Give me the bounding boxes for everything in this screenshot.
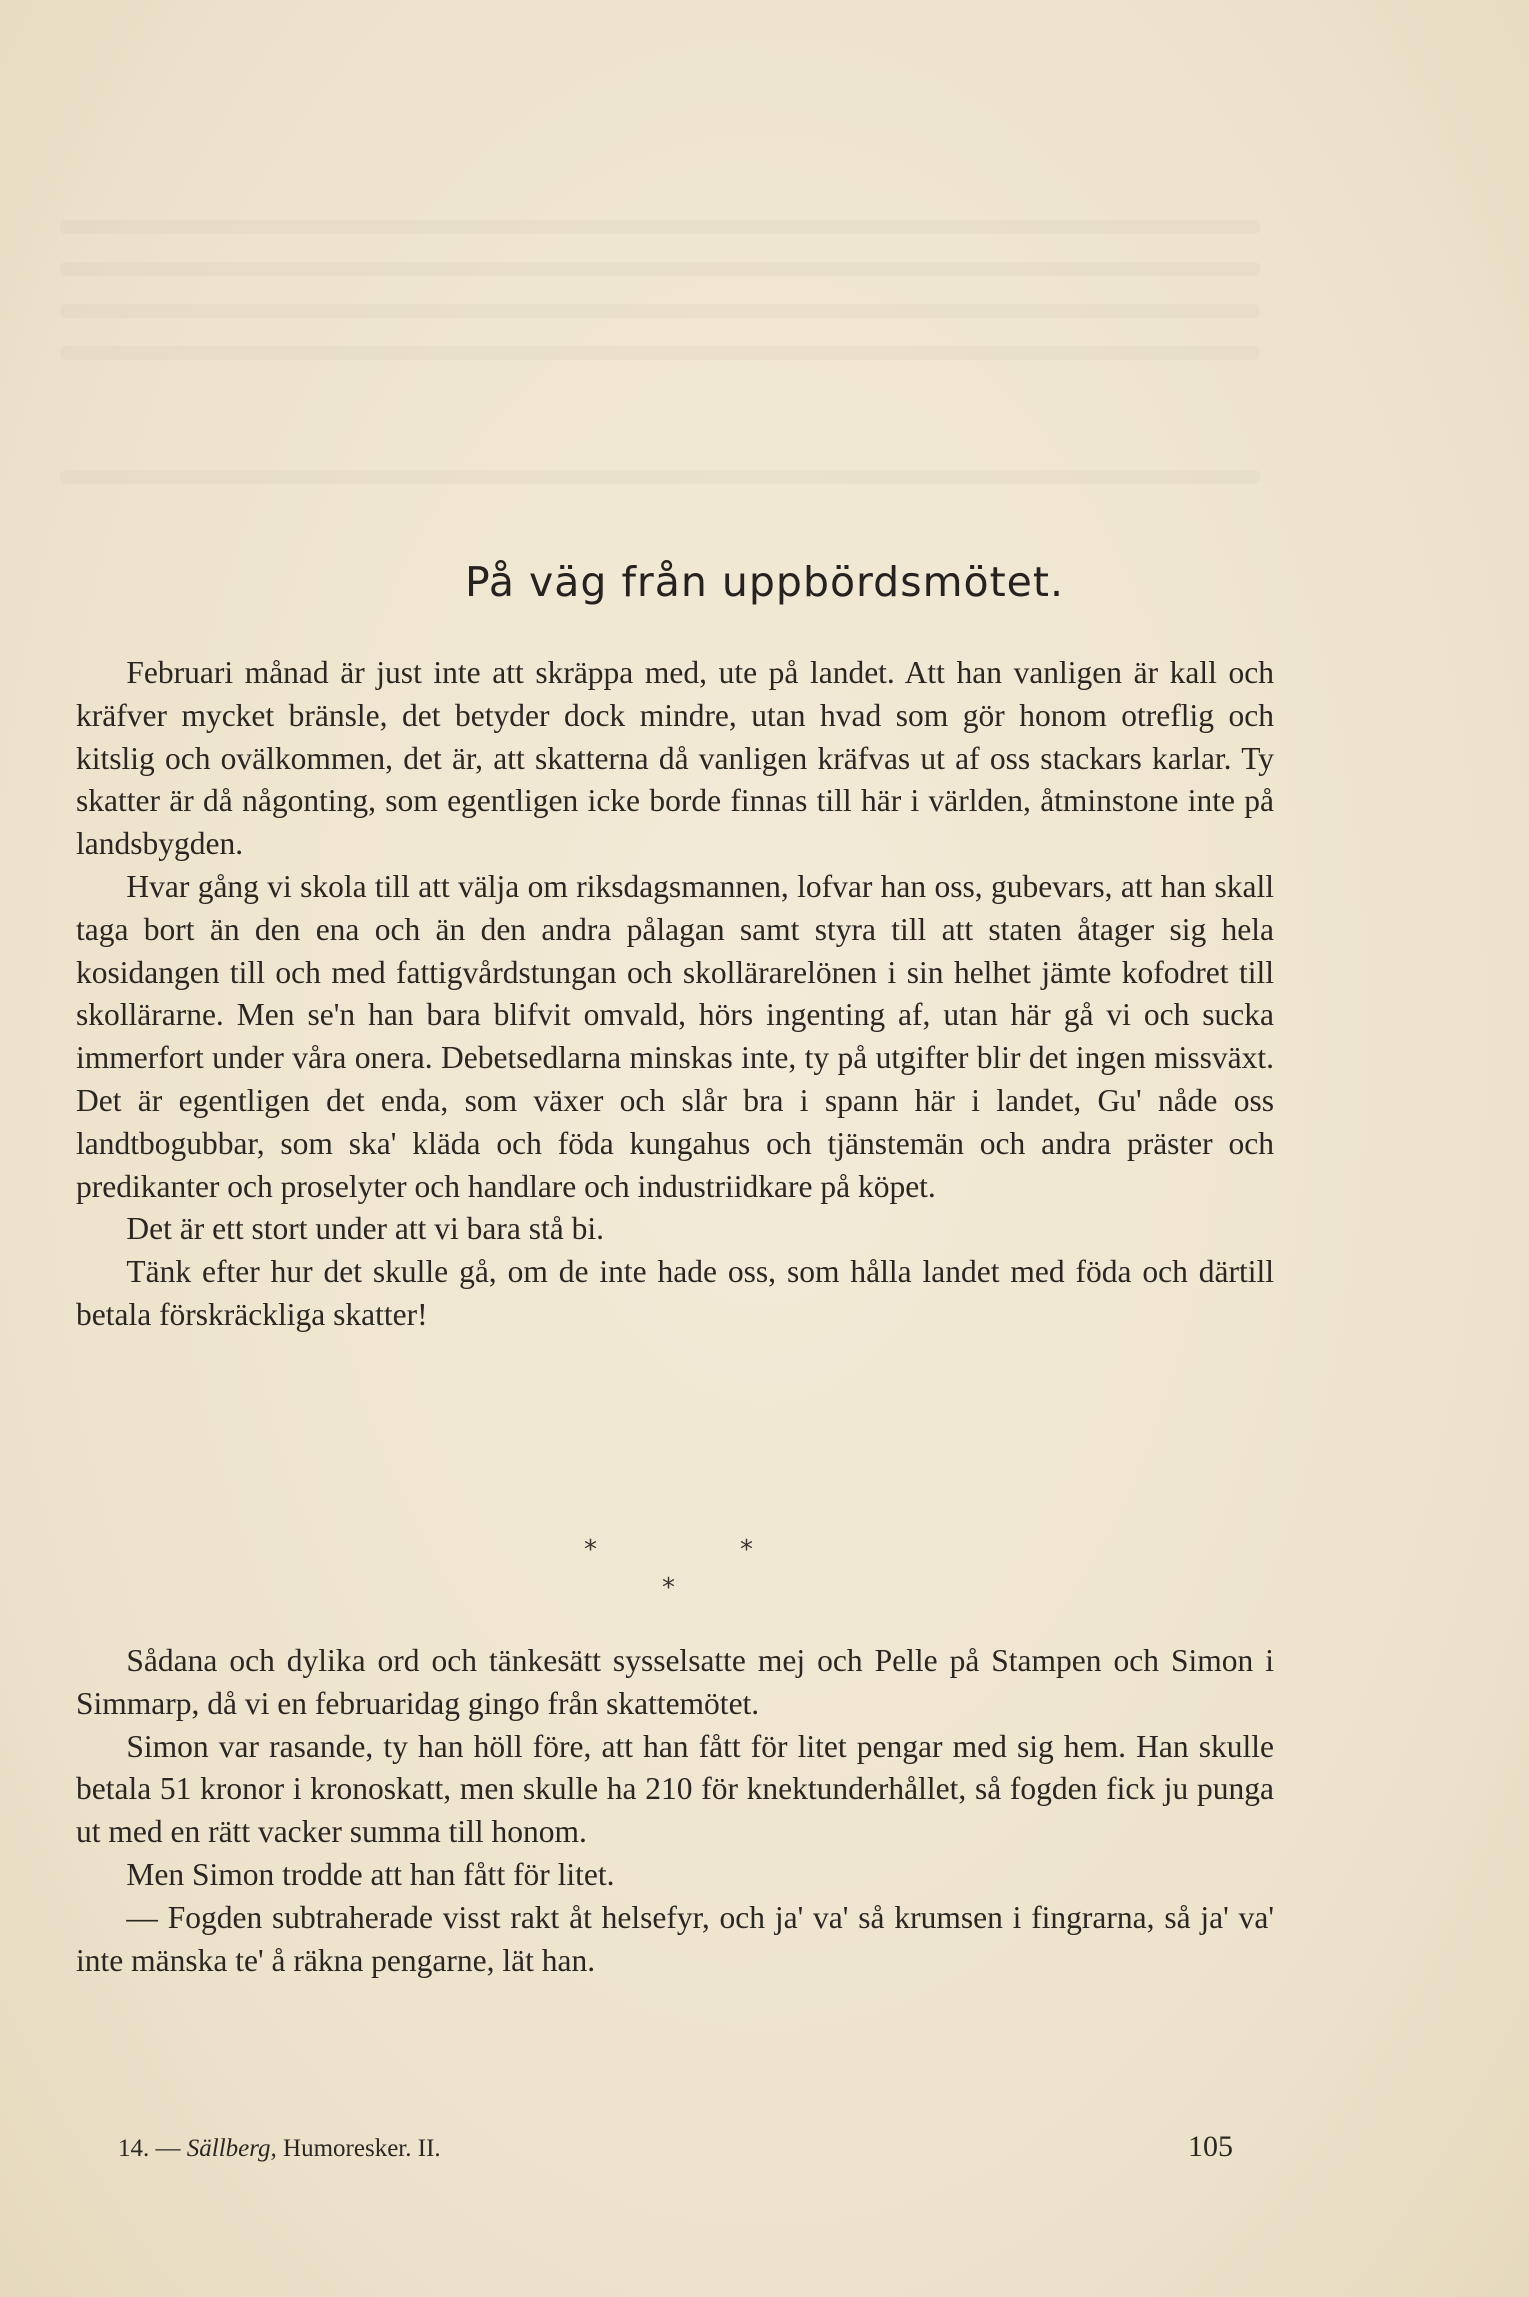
- page-number: 105: [1188, 2130, 1233, 2163]
- printer-signature: [118, 2135, 441, 2163]
- body-section-2: [76, 1640, 1274, 1982]
- page-footer: [0, 2130, 1529, 2170]
- signature-author: Sällberg,: [186, 2135, 277, 2162]
- bleed-through-line: [60, 304, 1260, 318]
- paragraph: — Fogden subtraherade visst rakt åt helsefyr, och ja' va' så krumsen i fingrarna, så ja' va' inte mänska te' å räkna pengarne, lät han.: [76, 1899, 1274, 1978]
- paragraph: Hvar gång vi skola till att välja om riksdagsmannen, lofvar han oss, gubevars, att han skall taga bort än den ena och än den andra pålagan samt styra till att staten åtager sig hela kosidangen till och med fattigvårdstungan och skollärarelönen i sin helhet jämte kofodret till skollärarne. Men se'n han bara blifvit omvald, hörs ingenting af, utan här gå vi och sucka immerfort under våra onera. Debetsedlarna minskas inte, ty på utgifter blir det ingen missväxt. Det är egentligen det enda, som växer och slår bra i spann här i landet, Gu' nåde oss landtbogubbar, som ska' kläda och föda kungahus och tjänstemän och andra präster och predikanter och proselyter och handlare och industriidkare på köpet.: [76, 868, 1274, 1204]
- paragraph: Det är ett stort under att vi bara stå bi.: [126, 1211, 604, 1247]
- bleed-through-line: [60, 262, 1260, 276]
- body-section-1: [76, 652, 1274, 1337]
- paragraph: Men Simon trodde att han fått för litet.: [126, 1856, 615, 1892]
- signature-prefix: 14. —: [118, 2135, 187, 2162]
- asterisk-bottom: *: [662, 1573, 675, 1603]
- bleed-through-line: [60, 220, 1260, 234]
- paragraph: Tänk efter hur det skulle gå, om de inte hade oss, som hålla landet med föda och därtill betala förskräckliga skatter!: [76, 1254, 1274, 1332]
- asterisk-right: *: [740, 1535, 753, 1565]
- bleed-through-line: [60, 346, 1260, 360]
- chapter-title: På väg från uppbördsmötet.: [464, 558, 1065, 606]
- bleed-through-line: [60, 470, 1260, 484]
- asterisk-left: *: [584, 1535, 597, 1565]
- signature-book: Humoresker. II.: [276, 2135, 441, 2162]
- section-separator: [0, 1527, 1529, 1607]
- paragraph: Sådana och dylika ord och tänkesätt sysselsatte mej och Pelle på Stampen och Simon i Simmarp, då vi en februaridag gingo från skattemötet.: [76, 1643, 1274, 1721]
- paragraph: Simon var rasande, ty han höll före, att han fått för litet pengar med sig hem. Han skulle betala 51 kronor i kronoskatt, men skulle ha 210 för knektunderhållet, så fogden fick ju punga ut med en rätt vacker summa till honom.: [76, 1728, 1274, 1850]
- paragraph: Februari månad är just inte att skräppa med, ute på landet. Att han vanligen är kall och kräfver mycket bränsle, det betyder dock mindre, utan hvad som gör honom otreflig och kitslig och ovälkommen, det är, att skatterna då vanligen kräfvas ut af oss stackars karlar. Ty skatter är då någonting, som egentligen icke borde finnas till här i världen, åtminstone inte på landsbygden.: [76, 655, 1274, 862]
